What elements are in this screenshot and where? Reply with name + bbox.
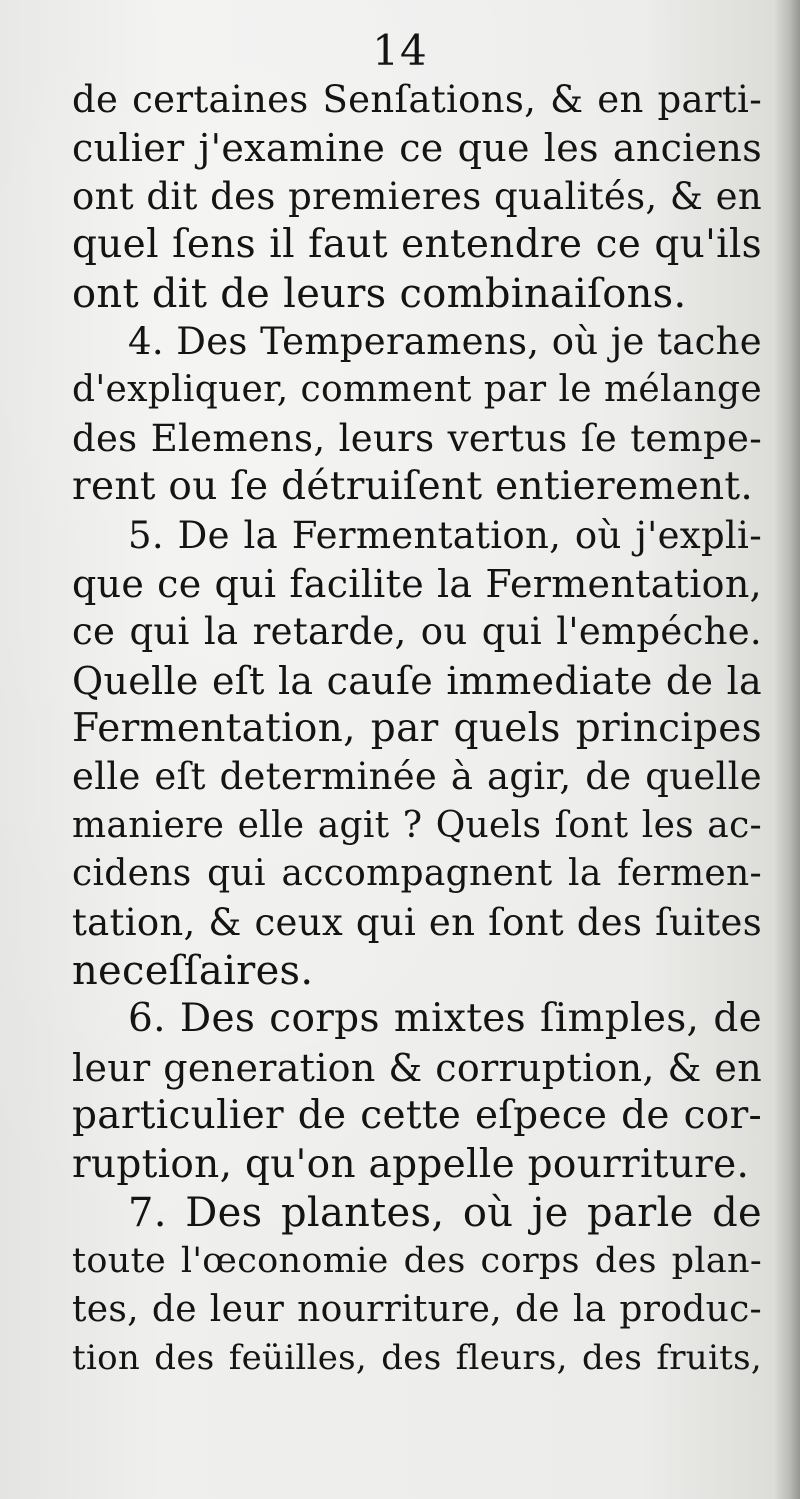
paragraph-temperamens [72,318,762,512]
paragraph-corps-mixtes [72,995,762,1189]
text-line: ont dit des premieres qualités, & en [72,174,762,218]
text-line: 7. Des plantes, où je parle de [128,1189,762,1236]
text-line: tes, de leur nourriture, de la produc- [72,1288,762,1330]
text-line: maniere elle agit ? Quels ſont les ac- [72,804,762,846]
text-line: 4. Des Temperamens, où je tache [128,319,762,363]
text-line: particulier de cette eſpece de cor- [72,1093,762,1139]
text-line: que ce qui facilite la Fermentation, [72,561,762,606]
body-text [72,76,762,1383]
text-line: ont dit de leurs combinaiſons. [72,270,687,317]
text-line: elle eſt determinée à agir, de quelle [72,755,762,799]
text-line: de certaines Senſations, & en parti- [72,78,762,121]
text-line: culier j'examine ce que les anciens [72,126,762,171]
paragraph-plantes [72,1189,762,1383]
text-line: 6. Des corps mixtes ſimples, de [128,996,762,1042]
text-line: leur generation & corruption, & en [72,1045,762,1090]
text-line: ce qui la retarde, ou qui l'empéche. [72,610,762,654]
text-line: ruption, qu'on appelle pourriture. [72,1141,750,1187]
text-line: Quelle eſt la cauſe immediate de la [72,658,762,703]
paragraph-sensations [72,76,762,318]
text-line: neceſſaires. [72,948,314,995]
text-line: tion des feüilles, des fleurs, des fruits, [72,1338,762,1379]
text-line: rent ou ſe détruiſent entierement. [72,464,754,510]
text-line: des Elemens, leurs vertus ſe tempe- [72,416,762,460]
text-line: d'expliquer, comment par le mélange [72,369,762,411]
text-line: toute l'œconomie des corps des plan- [72,1241,762,1282]
page-gutter-shadow [774,0,800,1499]
text-line: quel ſens il faut entendre ce qu'ils [72,222,762,268]
page-number: 14 [372,26,428,75]
text-line: cidens qui accompagnent la fermen- [72,853,762,895]
paragraph-fermentation [72,512,762,996]
text-line: Fermentation, par quels principes [72,706,762,752]
text-line: tation, & ceux qui en ſont des ſuites [72,900,762,944]
text-line: 5. De la Fermentation, où j'expli- [128,513,762,557]
